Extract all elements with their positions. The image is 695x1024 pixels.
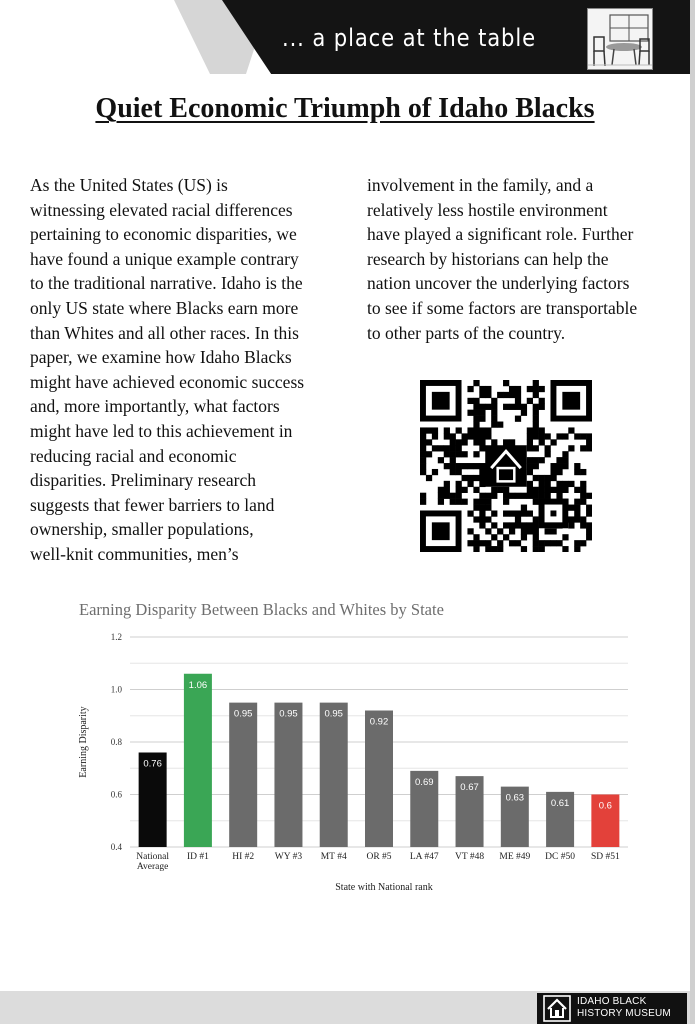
body-text-line: well-knit communities, men’s [30, 543, 239, 564]
bar-value-label: 0.6 [598, 800, 612, 812]
dining-table-photo [587, 8, 653, 70]
body-text-line: relatively less hostile environment [367, 199, 608, 220]
x-axis-label: State with National rank [335, 882, 433, 893]
body-text-line: involvement in the family, and a [367, 175, 594, 195]
qr-center-logo-icon [485, 445, 527, 487]
body-text-line: might have achieved economic success [30, 371, 305, 392]
bar-value-label: 0.95 [233, 708, 253, 720]
logo-line-2: HISTORY MUSEUM [577, 1008, 671, 1019]
x-tick-label: DC #50 [545, 852, 576, 862]
bar-value-label: 1.06 [188, 679, 208, 691]
logo-line-1: IDAHO BLACK [577, 996, 647, 1007]
x-tick-label: LA #47 [409, 852, 439, 862]
y-tick-label: 1.2 [110, 632, 122, 642]
x-tick-label: Average [136, 862, 169, 872]
x-tick-label: ID #1 [186, 852, 209, 862]
x-tick-label: National [136, 852, 169, 862]
bar [320, 703, 348, 847]
x-tick-label: WY #3 [274, 852, 303, 862]
body-text-line: to other parts of the country. [367, 322, 566, 343]
bar [229, 703, 257, 847]
x-tick-label: OR #5 [366, 852, 392, 862]
body-text-line: reducing racial and economic [30, 445, 237, 466]
museum-logo [537, 993, 687, 1024]
bar-value-label: 0.63 [505, 792, 525, 804]
bar-value-label: 0.95 [324, 708, 343, 720]
body-text-line: to see if some factors are transportable [367, 297, 638, 318]
body-text-line: research by historians can help the [367, 248, 609, 269]
bar-value-label: 0.95 [279, 708, 298, 720]
y-tick-label: 1.0 [110, 684, 122, 695]
body-text-line: have played a significant role. Further [367, 224, 634, 245]
body-text-left-column [30, 173, 304, 567]
body-text-line: suggests that fewer barriers to land [30, 494, 275, 515]
page-title: Quiet Economic Triumph of Idaho Blacks [95, 93, 595, 124]
chart-title: Earning Disparity Between Blacks and Whites by State [79, 600, 444, 619]
page-right-edge [690, 0, 695, 1024]
y-tick-label: 0.8 [110, 737, 122, 747]
body-text-line: and, more importantly, what factors [30, 396, 280, 417]
header-tagline: ... a place at the table [282, 24, 536, 52]
x-tick-label: VT #48 [454, 852, 485, 862]
qr-code[interactable] [420, 380, 592, 552]
x-tick-label: ME #49 [499, 852, 531, 862]
bar-value-label: 0.69 [415, 776, 434, 788]
y-tick-label: 0.4 [110, 842, 122, 852]
body-text-line: ownership, smaller populations, [30, 519, 254, 540]
bar [365, 711, 393, 848]
bar-value-label: 0.76 [143, 758, 162, 770]
body-text-line: have found a unique example contrary [30, 248, 299, 269]
body-text-line: disparities. Preliminary research [30, 470, 256, 491]
x-tick-label: MT #4 [320, 852, 347, 862]
body-text-line: to the traditional narrative. Idaho is the [30, 273, 303, 294]
bar-value-label: 0.67 [460, 782, 479, 794]
earning-disparity-chart [60, 625, 640, 895]
y-tick-label: 0.6 [110, 789, 122, 800]
bar [274, 703, 302, 847]
body-text-line: might have led to this achievement in [30, 420, 293, 441]
body-text-line: witnessing elevated racial differences [30, 199, 293, 220]
body-text-line: paper, we examine how Idaho Blacks [30, 347, 292, 368]
body-text-line: pertaining to economic disparities, we [30, 224, 297, 245]
x-tick-label: HI #2 [232, 852, 255, 862]
bar-value-label: 0.61 [550, 797, 570, 809]
x-tick-label: SD #51 [590, 852, 620, 862]
bar [184, 674, 212, 847]
body-text-line: As the United States (US) is [30, 175, 228, 195]
y-axis-label: Earning Disparity [78, 706, 89, 778]
body-text-line: only US state where Blacks earn more [30, 297, 299, 318]
body-text-line: than Whites and all other races. In this [30, 322, 299, 343]
house-logo-icon [543, 995, 571, 1022]
body-text-right-column [367, 173, 637, 345]
bar-value-label: 0.92 [369, 716, 389, 728]
body-text-line: nation uncover the underlying factors [367, 273, 630, 294]
